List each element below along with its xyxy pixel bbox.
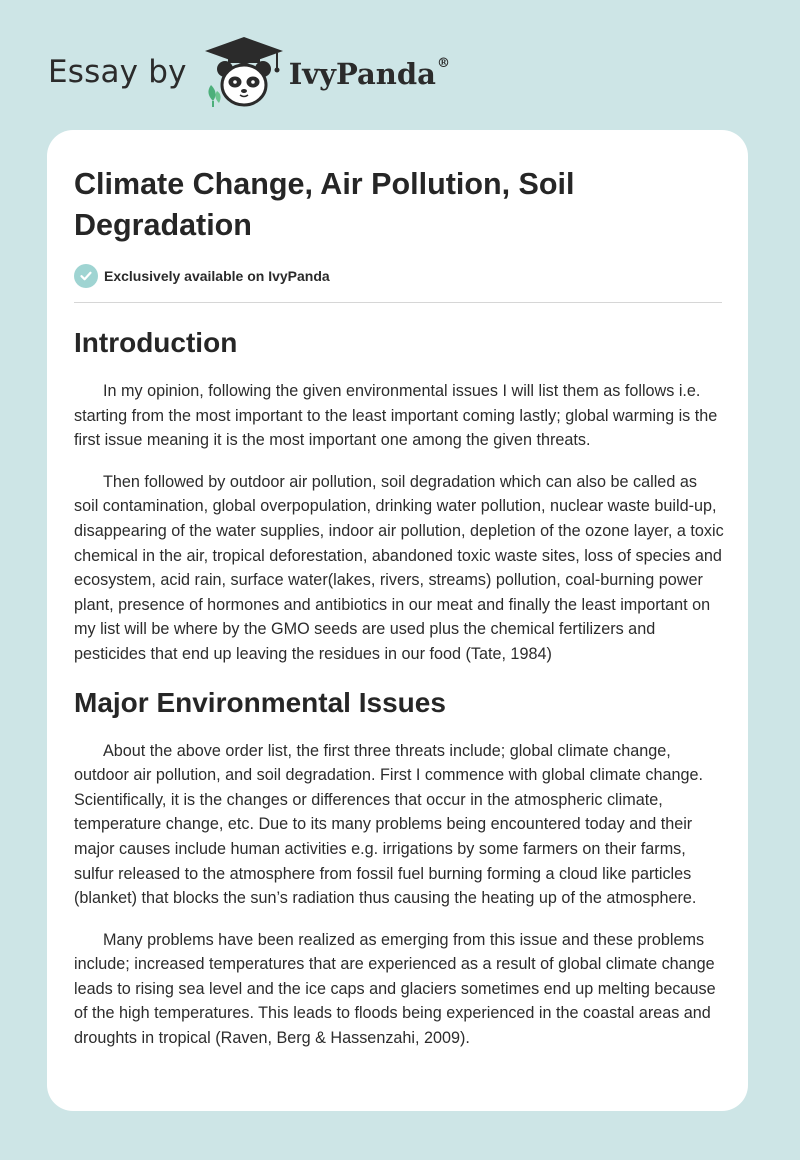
panda-graduate-logo-icon[interactable] xyxy=(201,35,287,109)
paragraph: About the above order list, the first three threats include; global climate change, outdoor air pollution, and soil degradation. First I commence with global climate change. Scientifically, it is the changes or differences that occur in the atmospheric climate, temperature change, etc. Due to its many problems being encountered today and their major causes include human activities e.g. irrigations by some farmers on their farms, sulfur released to the atmosphere from fossil fuel burning forming a cloud like particles (blanket) that blocks the sun’s radiation thus causing the heating up of the atmosphere. xyxy=(74,741,703,908)
divider xyxy=(74,302,722,303)
essay-title: Climate Change, Air Pollution, Soil Degradation xyxy=(74,167,575,242)
exclusive-badge xyxy=(74,262,722,290)
registered-mark: ® xyxy=(436,56,450,72)
essay-card xyxy=(47,130,748,1111)
check-icon xyxy=(74,264,98,288)
paragraph: In my opinion, following the given environmental issues I will list them as follows i.e. starting from the most important to the least important coming lastly; global warming is the first issue meaning it is the most important one among the given threats. xyxy=(74,382,718,450)
section-heading-major-issues: Major Environmental Issues xyxy=(74,686,446,718)
site-header xyxy=(48,32,450,112)
essay-by-label: Essay by xyxy=(48,54,187,90)
section-heading-introduction: Introduction xyxy=(74,327,238,358)
badge-label: Exclusively available on IvyPanda xyxy=(104,268,330,284)
paragraph: Then followed by outdoor air pollution, soil degradation which can also be called as soil contamination, global overpopulation, drinking water pollution, nuclear waste build-up, disappearing of the water supplies, indoor air pollution, depletion of the ozone layer, a toxic chemical in the air, tropical deforestation, abandoned toxic waste sites, loss of species and ecosystem, acid rain, surface water(lakes, rivers, streams) pollution, coal-burning power plant, presence of hormones and antibiotics in our meat and finally the least important on my list will be where by the GMO seeds are used plus the chemical fertilizers and pesticides that end up leaving the residues in our food (Tate, 1984) xyxy=(74,472,724,663)
paragraph: Many problems have been realized as emerging from this issue and these problems include; increased temperatures that are experienced as a result of global climate change leads to rising sea level and the ice caps and glaciers sometimes end up melting because of the high temperatures. This leads to floods being experienced in the coastal areas and droughts in tropical (Raven, Berg & Hassenzahi, 2009). xyxy=(74,930,716,1048)
brand-name[interactable] xyxy=(289,57,450,91)
brand-text: IvyPanda xyxy=(288,57,436,91)
